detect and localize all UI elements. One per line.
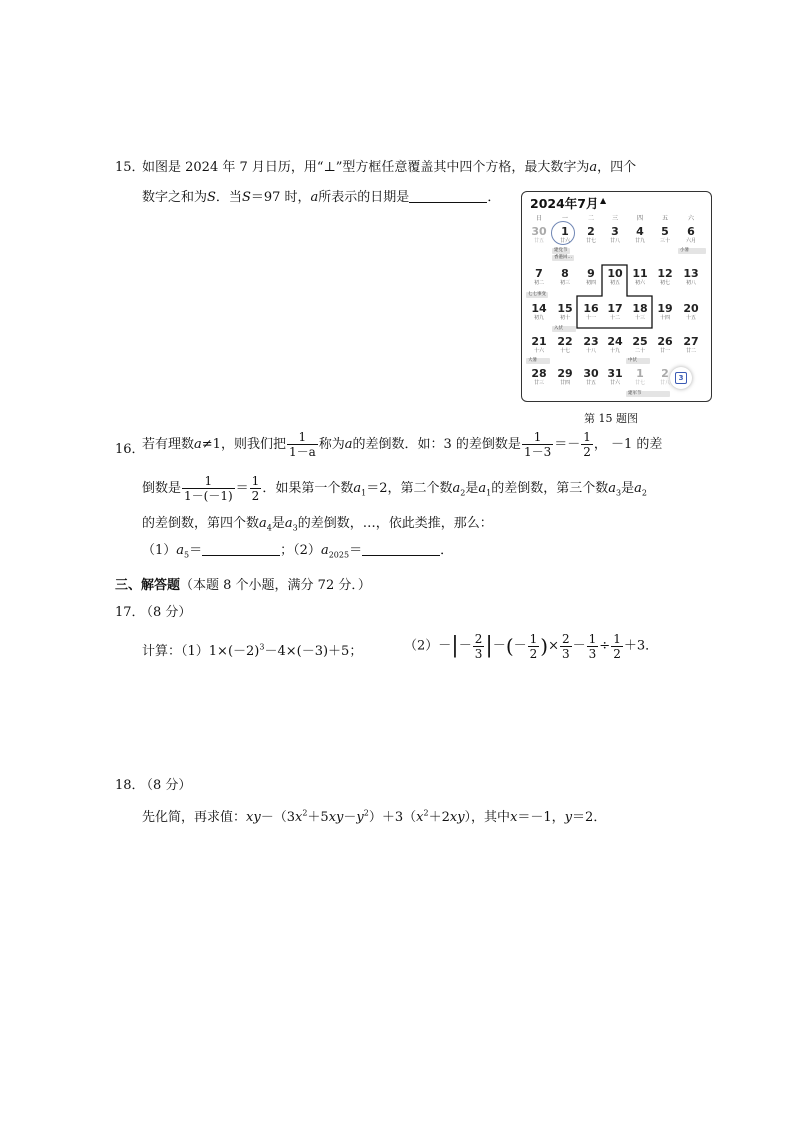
q15-text-2a: 数字之和为 (142, 190, 208, 205)
abs-bar-left: | (451, 633, 459, 658)
section3-title: 三、解答题 (115, 578, 181, 593)
q16-eq1: ＝－ (554, 437, 581, 452)
lunar-date: 十九 (609, 348, 620, 354)
frac-1-over-1-minus-neg1 (182, 474, 235, 503)
q16-t9: 是 (465, 481, 479, 496)
lunar-date: 廿六 (559, 238, 570, 244)
q16-t3: 称为 (318, 437, 345, 452)
q17-neg-sign: － (438, 638, 452, 654)
frac-1-2 (528, 632, 540, 661)
section3-note: （本题 8 个小题，满分 72 分．） (180, 578, 371, 593)
frac5-num: 1 (251, 474, 260, 488)
q18-x: x (294, 810, 303, 825)
q16-a: a (194, 437, 202, 452)
frac-2-3-b (560, 632, 572, 661)
f23-num: 2 (474, 631, 483, 646)
frac-1-over-1-minus-a (287, 430, 318, 459)
q16-answer-blank-1[interactable] (202, 541, 280, 556)
day-number: 30 (583, 367, 599, 380)
q16-a3b: a (284, 516, 293, 531)
q18-t5: ）＋3（ (368, 810, 417, 825)
q15-text-2d: 所表示的日期是 (318, 190, 410, 205)
q18-y: y (356, 810, 364, 825)
f12-num: 1 (529, 631, 538, 646)
day-number: 6 (687, 225, 695, 238)
day-number: 17 (607, 302, 623, 315)
lunar-date: 廿七 (585, 238, 596, 244)
q15-caption: 第 15 题图 (584, 412, 638, 425)
q15-line1 (142, 156, 636, 175)
q15-var-S2: S (241, 190, 251, 205)
f12b-num: 1 (613, 631, 621, 646)
q16-semi: ；（2） (280, 543, 321, 558)
day-number: 21 (531, 335, 547, 348)
q16-t10: 的差倒数，第三个数 (491, 481, 609, 496)
q16-a2: a (452, 481, 461, 496)
q17-plus3: ＋3． (623, 638, 659, 654)
today-button[interactable] (670, 367, 692, 389)
q17-neg2: － (513, 638, 527, 654)
q18-t2: －（3 (260, 810, 295, 825)
weekday-label: 二 (587, 215, 594, 222)
q16-line4 (142, 539, 453, 560)
frac2-den: 1－3 (523, 445, 552, 459)
day-number: 7 (535, 267, 543, 280)
q17-minus2: － (572, 638, 586, 654)
q16-t11: 是 (621, 481, 635, 496)
weekday-label: 日 (535, 215, 542, 222)
frac-1-over-1-minus-3 (522, 430, 553, 459)
q16-line3 (142, 512, 493, 533)
sub-2b: 2 (641, 488, 647, 498)
sub-3: 3 (615, 488, 622, 498)
weekday-label: 五 (661, 215, 668, 222)
lunar-date: 十五 (685, 315, 696, 321)
tag-jianjun: 建军节 (626, 391, 670, 397)
day-number: 12 (657, 267, 673, 280)
lunar-date: 初二 (533, 280, 544, 286)
frac2-num: 1 (533, 430, 542, 444)
lunar-date: 廿三 (533, 380, 544, 386)
q16-t5: ， －1 的差 (593, 437, 663, 452)
paren-close: ) (540, 634, 549, 658)
sub-1: 1 (361, 488, 367, 498)
q17-times: × (548, 638, 559, 654)
frac5-den: 2 (251, 489, 260, 503)
lunar-date: 廿五 (533, 238, 544, 244)
q18-t1: 先化简，再求值： (142, 810, 247, 825)
paren-open: ( (505, 634, 514, 658)
q17-number: 17． (115, 605, 145, 620)
sub-1b: 1 (486, 488, 492, 498)
day-number: 8 (561, 267, 569, 280)
tag-dashu: 大暑 (526, 358, 550, 364)
q17-exp: 3 (259, 642, 265, 652)
day-number: 24 (607, 335, 623, 348)
q15-var-a: a (589, 160, 598, 175)
day-number: 1 (561, 225, 569, 238)
q16-t14: 的差倒数，…，依此类推，那么： (297, 516, 493, 531)
q18-sq3: 2 (423, 808, 429, 818)
frac-1-2-b (611, 632, 623, 661)
frac1-den: 1－a (288, 445, 316, 459)
day-number: 4 (636, 225, 644, 238)
q16-a5: a (176, 543, 185, 558)
tag-xiaoshu: 小暑 (678, 248, 706, 254)
q18-xv: x (510, 810, 518, 825)
tag-rufu: 入伏 (552, 326, 576, 332)
day-number: 1 (636, 367, 644, 380)
q16-a2b: a (634, 481, 642, 496)
q17-expr1a: 1×(－2) (208, 644, 260, 659)
q18-expression (142, 806, 606, 825)
lunar-date: 十二 (609, 315, 620, 321)
q18-sq2: 2 (363, 808, 369, 818)
day-number: 26 (657, 335, 673, 348)
q16-eq-p2: ＝ (349, 543, 363, 558)
calendar-figure (521, 191, 712, 402)
frac4-num: 1 (204, 474, 213, 488)
tag-zhongfu: 中伏 (626, 358, 650, 364)
q16-end: ． (440, 543, 454, 558)
f23b-num: 2 (562, 631, 570, 646)
day-number: 19 (657, 302, 673, 315)
weekday-label: 四 (636, 215, 643, 222)
q15-text-2end: ． (487, 190, 501, 205)
q16-a1b: a (478, 481, 487, 496)
frac3-num: 1 (583, 430, 591, 444)
day-number: 14 (531, 302, 547, 315)
lunar-date: 十三 (634, 315, 645, 321)
weekday-label: 一 (561, 215, 568, 222)
q16-line2 (142, 471, 647, 512)
q18-score: （8 分） (140, 778, 192, 793)
f23b-den: 3 (562, 646, 570, 661)
calendar-today-icon: 3 (675, 372, 687, 384)
day-number: 28 (531, 367, 547, 380)
q17-neg: － (458, 638, 472, 654)
q18-t4: － (343, 810, 357, 825)
q16-eq-p1: ＝ (189, 543, 203, 558)
day-number: 29 (557, 367, 573, 380)
day-number: 27 (683, 335, 699, 348)
sub-3b: 3 (292, 523, 298, 533)
f12b-den: 2 (613, 646, 621, 661)
frac-1-over-2-b (250, 474, 262, 503)
lunar-date: 廿九 (634, 238, 645, 244)
lunar-date: 三十 (659, 238, 670, 244)
lunar-date: 初三 (559, 280, 570, 286)
q16-t13: 是 (271, 516, 285, 531)
q16-line1 (142, 427, 662, 463)
tag-xianggang: 香港回… (554, 255, 572, 260)
lunar-date: 六月 (685, 238, 696, 244)
day-number: 18 (632, 302, 648, 315)
f12-den: 2 (529, 646, 538, 661)
lunar-date: 初十 (559, 315, 570, 321)
lunar-date: 廿八 (609, 238, 620, 244)
q16-t8: ＝2，第二个数 (366, 481, 453, 496)
frac-1-3 (587, 632, 599, 661)
calendar-title: 2024年7月 (530, 196, 599, 211)
day-number: 11 (632, 267, 648, 280)
q15-text-1-end: ，四个 (597, 160, 637, 175)
lunar-date: 初八 (685, 280, 696, 286)
day-number: 16 (583, 302, 599, 315)
q15-var-S: S (207, 190, 216, 205)
day-number: 5 (661, 225, 669, 238)
lunar-date: 初四 (585, 280, 596, 286)
section3-heading (115, 574, 371, 593)
q15-text-1: 如图是 2024 年 7 月日历，用“⊥”型方框任意覆盖其中四个方格，最大数字为 (142, 160, 590, 175)
q16-part1: （1） (142, 543, 177, 558)
lunar-date: 初五 (609, 280, 620, 286)
q15-text-2c: ＝97 时， (250, 190, 311, 205)
day-number: 13 (683, 267, 699, 280)
q18-t8: ＝－1， (517, 810, 565, 825)
frac-2-3 (473, 632, 485, 661)
q15-line2 (142, 186, 500, 205)
day-number: 22 (557, 335, 573, 348)
lunar-date: 廿八 (659, 380, 670, 386)
q18-t3: ＋5 (307, 810, 329, 825)
day-number: 23 (583, 335, 599, 348)
lunar-date: 廿五 (585, 380, 596, 386)
frac1-num: 1 (298, 430, 307, 444)
f23-den: 3 (474, 646, 483, 661)
day-number: 20 (683, 302, 699, 315)
q16-t6: 倒数是 (142, 481, 182, 496)
q16-t1: 若有理数 (142, 437, 195, 452)
q18-sq1: 2 (302, 808, 308, 818)
caret-up-icon: ▲ (600, 196, 607, 205)
q18-t6: ＋2 (428, 810, 450, 825)
f13-den: 3 (588, 646, 597, 661)
sub-4: 4 (266, 523, 272, 533)
day-number: 3 (611, 225, 619, 238)
q15-answer-blank[interactable] (409, 188, 487, 203)
lunar-date: 廿二 (685, 348, 696, 354)
lunar-date: 廿四 (559, 380, 570, 386)
q16-t4: 的差倒数．如：3 的差倒数是 (352, 437, 521, 452)
weekday-label: 六 (687, 215, 694, 222)
abs-bar-right: | (485, 633, 493, 658)
day-number: 25 (632, 335, 648, 348)
lunar-date: 初九 (533, 315, 544, 321)
q15-number: 15． (115, 160, 145, 175)
q17-expr1b: －4×(－3)＋5； (264, 644, 363, 659)
q16-a2025: a (320, 543, 329, 558)
q16-t12: 的差倒数，第四个数 (142, 516, 260, 531)
lunar-date: 廿一 (659, 348, 670, 354)
q16-a4: a (259, 516, 267, 531)
lunar-date: 廿七 (634, 380, 645, 386)
q18-xy2: xy (328, 810, 344, 825)
q16-t7: ．如果第一个数 (262, 481, 354, 496)
lunar-date: 初六 (634, 280, 645, 286)
q18-xy: xy (246, 810, 261, 825)
lunar-date: 十四 (659, 315, 670, 321)
lunar-date: 初七 (659, 280, 670, 286)
q17-label2: （2） (404, 638, 439, 654)
q16-number: 16． (115, 442, 145, 457)
sub-2: 2 (460, 488, 466, 498)
q18-xy3: xy (449, 810, 465, 825)
q16-a3: a (608, 481, 616, 496)
q17-div: ÷ (599, 638, 611, 654)
frac-1-over-2 (581, 430, 593, 459)
lunar-date: 廿六 (609, 380, 620, 386)
q15-text-2b: ．当 (215, 190, 242, 205)
lunar-date: 十八 (585, 348, 596, 354)
q16-a1: a (353, 481, 362, 496)
q17-minus: － (492, 638, 506, 654)
f13-num: 1 (588, 631, 597, 646)
q18-yv: y (564, 810, 573, 825)
q17-expr2 (404, 628, 658, 665)
lunar-date: 十一 (585, 315, 596, 321)
q17-expr1 (142, 640, 362, 659)
sub-2025: 2025 (328, 550, 350, 560)
day-number: 2 (661, 367, 669, 380)
q16-a-b: a (344, 437, 353, 452)
day-number: 2 (587, 225, 595, 238)
tag-jiandang: 建党节 (554, 248, 568, 253)
q18-t9: ＝2． (572, 810, 607, 825)
q18-t7: ），其中 (464, 810, 511, 825)
q16-t2: ≠1，则我们把 (201, 437, 286, 452)
sub-5: 5 (184, 550, 190, 560)
frac3-den: 2 (583, 445, 591, 459)
lunar-date: 二十 (634, 348, 645, 354)
q16-answer-blank-2[interactable] (362, 541, 440, 556)
day-number: 15 (557, 302, 573, 315)
q18-x3: x (416, 810, 424, 825)
q17-label: 计算：（1） (142, 644, 209, 659)
weekday-label: 三 (611, 215, 618, 222)
day-number: 30 (531, 225, 547, 238)
tag-qiqi: 七七事变 (528, 292, 546, 297)
q15-var-a2: a (310, 190, 319, 205)
frac4-den: 1－(－1) (184, 489, 233, 503)
lunar-date: 十六 (533, 348, 544, 354)
q16-eq2: ＝ (235, 481, 249, 496)
q17-score: （8 分） (140, 605, 192, 620)
lunar-date: 十七 (559, 348, 570, 354)
q18-number: 18． (115, 778, 145, 793)
day-number: 9 (587, 267, 595, 280)
day-number: 10 (607, 267, 623, 280)
day-number: 31 (607, 367, 623, 380)
